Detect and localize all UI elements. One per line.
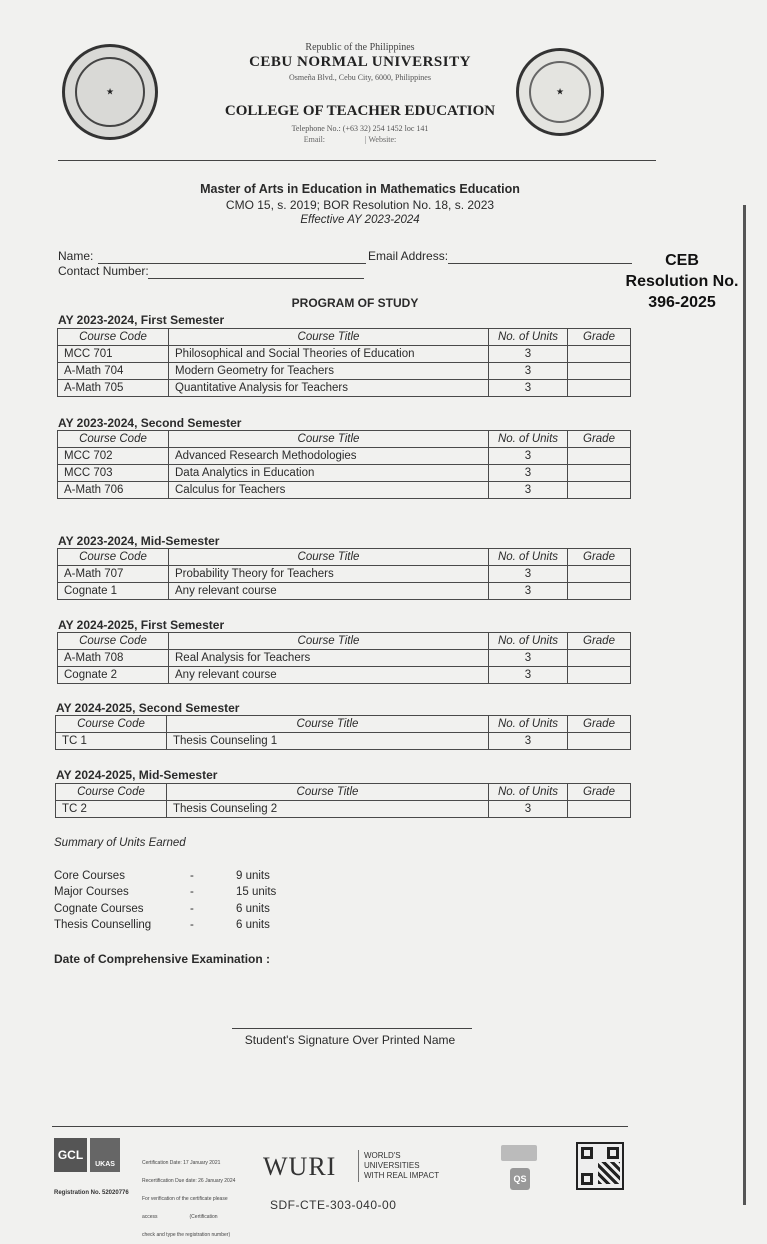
- ukas-logo: UKAS: [90, 1138, 120, 1172]
- course-grade[interactable]: [568, 482, 631, 499]
- cert-line: For verification of the certificate please: [142, 1196, 228, 1202]
- course-table-5: [55, 715, 631, 750]
- course-code: A-Math 705: [58, 380, 169, 397]
- summary-row: [54, 919, 151, 931]
- contact-field-line[interactable]: [148, 278, 364, 279]
- course-table-1: [57, 328, 631, 397]
- course-grade[interactable]: [568, 363, 631, 380]
- semester-heading: AY 2023-2024, Second Semester: [58, 416, 242, 430]
- email-field-line[interactable]: [448, 263, 632, 264]
- semester-heading: AY 2023-2024, Mid-Semester: [58, 534, 220, 548]
- table-header-row: [58, 549, 631, 566]
- col-grade: Grade: [568, 633, 631, 650]
- signature-line[interactable]: [232, 1028, 472, 1029]
- course-code: MCC 702: [58, 448, 169, 465]
- program-cmo: CMO 15, s. 2019; BOR Resolution No. 18, s. 2023: [225, 198, 495, 212]
- cert-line: check and type the registration number): [142, 1232, 231, 1238]
- header-telephone: Telephone No.: (+63 32) 254 1452 loc 141: [291, 124, 429, 133]
- cert-line: access (Certification: [142, 1214, 218, 1220]
- course-title: Data Analytics in Education: [169, 465, 489, 482]
- table-row: [58, 667, 631, 684]
- wuri-tag-1: WORLD'S: [364, 1151, 401, 1160]
- summary-label: Thesis Counselling: [54, 919, 152, 931]
- col-course-title: Course Title: [169, 431, 489, 448]
- contact-label: Contact Number:: [58, 264, 149, 278]
- summary-label: Cognate Courses: [54, 903, 144, 915]
- table-header-row: [56, 784, 631, 801]
- col-course-code: Course Code: [58, 633, 169, 650]
- header-rule: [58, 160, 656, 161]
- course-grade[interactable]: [568, 733, 631, 750]
- course-grade[interactable]: [568, 465, 631, 482]
- col-course-title: Course Title: [169, 633, 489, 650]
- course-code: MCC 701: [58, 346, 169, 363]
- table-header-row: [58, 633, 631, 650]
- course-grade[interactable]: [568, 566, 631, 583]
- program-of-study-heading: PROGRAM OF STUDY: [291, 296, 419, 310]
- course-units: 3: [489, 583, 568, 600]
- col-course-title: Course Title: [169, 549, 489, 566]
- course-grade[interactable]: [568, 650, 631, 667]
- wuri-divider: [358, 1150, 359, 1182]
- ceb-line-3: 396-2025: [648, 294, 716, 311]
- course-title: Probability Theory for Teachers: [169, 566, 489, 583]
- table-row: [58, 346, 631, 363]
- summary-value: 6 units: [236, 903, 270, 915]
- course-code: MCC 703: [58, 465, 169, 482]
- table-row: [58, 380, 631, 397]
- cnu-seal: ★: [62, 44, 158, 140]
- col-grade: Grade: [568, 431, 631, 448]
- program-title: Master of Arts in Education in Mathematics Education: [200, 182, 520, 196]
- course-grade[interactable]: [568, 448, 631, 465]
- email-label: Email Address:: [368, 249, 449, 263]
- col-units: No. of Units: [489, 329, 568, 346]
- summary-label: Major Courses: [54, 886, 129, 898]
- scan-edge-line: [743, 205, 746, 1205]
- course-table-2: [57, 430, 631, 499]
- col-course-code: Course Code: [58, 431, 169, 448]
- header-address: Osmeña Blvd., Cebu City, 6000, Philippines: [289, 73, 431, 82]
- course-title: Modern Geometry for Teachers: [169, 363, 489, 380]
- col-units: No. of Units: [489, 716, 568, 733]
- course-grade[interactable]: [568, 667, 631, 684]
- course-units: 3: [489, 667, 568, 684]
- course-title: Real Analysis for Teachers: [169, 650, 489, 667]
- semester-heading: AY 2024-2025, Second Semester: [56, 701, 240, 715]
- table-row: [58, 448, 631, 465]
- course-title: Philosophical and Social Theories of Education: [169, 346, 489, 363]
- col-course-title: Course Title: [169, 329, 489, 346]
- course-units: 3: [489, 465, 568, 482]
- course-title: Any relevant course: [169, 583, 489, 600]
- course-title: Quantitative Analysis for Teachers: [169, 380, 489, 397]
- ceb-line-2: Resolution No.: [625, 273, 739, 290]
- summary-row: [54, 903, 144, 915]
- col-grade: Grade: [568, 329, 631, 346]
- wuri-tag-2: UNIVERSITIES: [364, 1161, 420, 1170]
- course-units: 3: [489, 566, 568, 583]
- ceb-line-1: CEB: [665, 252, 699, 269]
- summary-value: 9 units: [236, 870, 270, 882]
- table-row: [58, 482, 631, 499]
- wuri-logo: WURI: [263, 1152, 337, 1181]
- table-row: [58, 650, 631, 667]
- col-course-code: Course Code: [56, 716, 167, 733]
- col-units: No. of Units: [489, 633, 568, 650]
- col-course-code: Course Code: [58, 549, 169, 566]
- table-row: [56, 733, 631, 750]
- course-grade[interactable]: [568, 801, 631, 818]
- wuri-tag-3: WITH REAL IMPACT: [364, 1171, 440, 1180]
- course-title: Calculus for Teachers: [169, 482, 489, 499]
- summary-row: [54, 870, 125, 882]
- course-units: 3: [489, 363, 568, 380]
- course-units: 3: [489, 650, 568, 667]
- course-units: 3: [489, 482, 568, 499]
- col-course-title: Course Title: [167, 784, 489, 801]
- course-grade[interactable]: [568, 380, 631, 397]
- table-row: [56, 801, 631, 818]
- course-title: Thesis Counseling 1: [167, 733, 489, 750]
- course-code: A-Math 706: [58, 482, 169, 499]
- course-code: A-Math 707: [58, 566, 169, 583]
- course-grade[interactable]: [568, 346, 631, 363]
- col-course-code: Course Code: [56, 784, 167, 801]
- course-units: 3: [489, 448, 568, 465]
- col-course-code: Course Code: [58, 329, 169, 346]
- course-code: Cognate 1: [58, 583, 169, 600]
- course-table-3: [57, 548, 631, 600]
- summary-sep: -: [190, 919, 194, 931]
- table-row: [58, 363, 631, 380]
- qr-code-icon: [576, 1142, 624, 1190]
- cert-line: Certification Date: 17 January 2021: [142, 1160, 221, 1166]
- header-republic: Republic of the Philippines: [305, 42, 415, 53]
- qs-logo: QS: [510, 1168, 530, 1190]
- signature-label: Student's Signature Over Printed Name: [244, 1033, 456, 1047]
- course-code: TC 1: [56, 733, 167, 750]
- summary-value: 15 units: [236, 886, 277, 898]
- exam-date-label: Date of Comprehensive Examination :: [54, 952, 271, 966]
- semester-heading: AY 2024-2025, First Semester: [58, 618, 225, 632]
- program-effective: Effective AY 2023-2024: [300, 214, 420, 226]
- course-units: 3: [489, 801, 568, 818]
- semester-heading: AY 2023-2024, First Semester: [58, 313, 225, 327]
- col-grade: Grade: [568, 716, 631, 733]
- course-code: TC 2: [56, 801, 167, 818]
- course-code: A-Math 704: [58, 363, 169, 380]
- course-code: Cognate 2: [58, 667, 169, 684]
- table-row: [58, 583, 631, 600]
- cte-seal: ★: [516, 48, 604, 136]
- course-units: 3: [489, 380, 568, 397]
- summary-sep: -: [190, 870, 194, 882]
- course-grade[interactable]: [568, 583, 631, 600]
- col-grade: Grade: [568, 784, 631, 801]
- summary-heading: Summary of Units Earned: [54, 837, 186, 849]
- summary-sep: -: [190, 903, 194, 915]
- course-table-4: [57, 632, 631, 684]
- table-header-row: [56, 716, 631, 733]
- course-title: Advanced Research Methodologies: [169, 448, 489, 465]
- course-units: 3: [489, 346, 568, 363]
- col-units: No. of Units: [489, 549, 568, 566]
- name-label: Name:: [58, 249, 94, 263]
- col-grade: Grade: [568, 549, 631, 566]
- document-code: SDF-CTE-303-040-00: [270, 1198, 397, 1212]
- summary-value: 6 units: [236, 919, 270, 931]
- course-table-6: [55, 783, 631, 818]
- table-header-row: [58, 329, 631, 346]
- course-units: 3: [489, 733, 568, 750]
- semester-heading: AY 2024-2025, Mid-Semester: [56, 768, 218, 782]
- course-title: Thesis Counseling 2: [167, 801, 489, 818]
- col-units: No. of Units: [489, 431, 568, 448]
- summary-sep: -: [190, 886, 194, 898]
- course-title: Any relevant course: [169, 667, 489, 684]
- header-email-website: Email: | Website:: [303, 135, 397, 144]
- course-code: A-Math 708: [58, 650, 169, 667]
- registration-number: Registration No. 52020776: [54, 1190, 129, 1196]
- gcl-logo: GCL: [54, 1138, 87, 1172]
- ceb-resolution-note: [607, 250, 757, 313]
- table-row: [58, 465, 631, 482]
- header-college: COLLEGE OF TEACHER EDUCATION: [224, 103, 496, 119]
- summary-row: [54, 886, 129, 898]
- table-header-row: [58, 431, 631, 448]
- summary-label: Core Courses: [54, 870, 125, 882]
- col-course-title: Course Title: [167, 716, 489, 733]
- col-units: No. of Units: [489, 784, 568, 801]
- cert-line: Recertification Due date: 26 January 2024: [142, 1178, 236, 1184]
- table-row: [58, 566, 631, 583]
- certification-text: [142, 1148, 235, 1244]
- qs-stars-badge: [501, 1145, 537, 1161]
- wuri-tagline: [364, 1151, 439, 1181]
- footer-rule: [52, 1126, 628, 1127]
- header-university: CEBU NORMAL UNIVERSITY: [249, 54, 471, 70]
